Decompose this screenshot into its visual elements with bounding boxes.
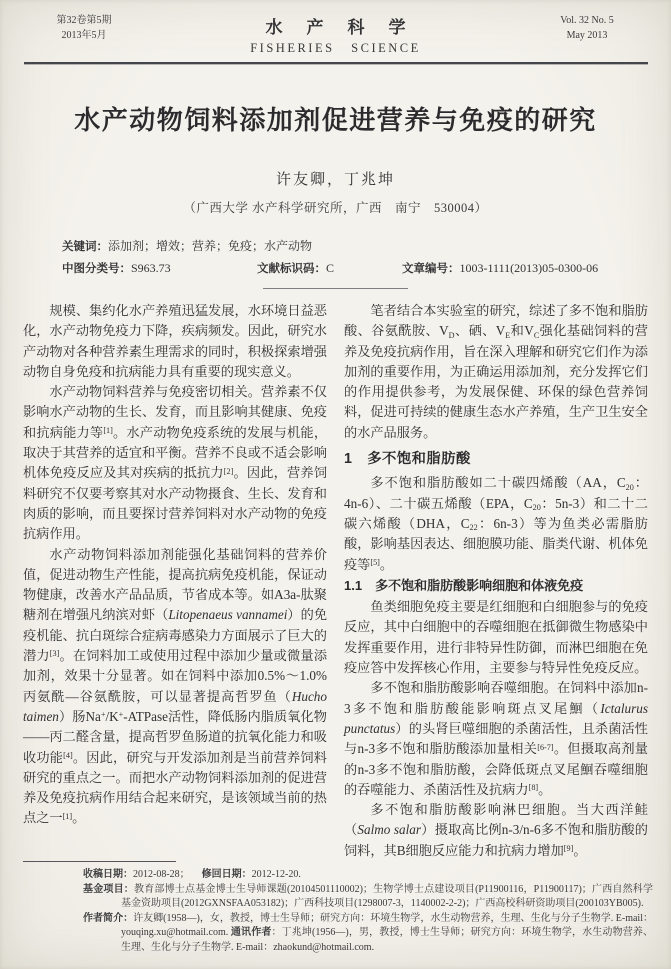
issue-date-en: May 2013 [566,30,608,41]
divider-rule [263,288,408,289]
paragraph: 多不饱和脂肪酸影响淋巴细胞。当大西洋鲑（Salmo salar）摄取高比例n-3/n-6多不饱和脂肪酸的饲料，其B细胞反应能力和抗病力增加[9]。 [344,802,648,858]
clc-value: S963.73 [131,261,171,275]
fund-label: 基金项目： [83,883,134,895]
paragraph: 水产动物饲料添加剂能强化基础饲料的营养价值，促进动物生产性能，提高抗病免疫机能，保证动物健康，改善水产品品质，节省成本等。如A3a-肽聚糖剂在增强凡纳滨对虾（Litopenaeus vannamei）的免疫机能、抗白斑综合症病毒感染力方面展示了巨大的潜力[3]。在饲料加工或使用过程中添加少量或微量添加剂，效果十分显著。如在饲料中添加0.5%～1.0%丙氨酰—谷氨酰胺，可以显著提高哲罗鱼（Hucho taimen）肠Na+/K+-ATPase活性，降低肠内脂质氧化物——丙二醛含量，提高哲罗鱼肠道的抗氧化能力和吸收功能[4]。因此，研究与开发添加剂是当前营养饲料研究的重点之一。而把水产动物饲料添加剂的促进营养及免疫抗病作用结合起来研究，是该领域当前的热点之一[1]。 [23,546,328,826]
authors: 许友卿，丁兆坤 [275,172,395,188]
volume-issue-en: Vol. 32 No. 5 [560,15,614,26]
revised-value: 2012-12-20. [251,869,301,880]
bio-label: 作者简介： [83,912,134,924]
clc-segment [62,258,257,280]
received-label: 收稿日期： [83,869,133,880]
article-id-segment [402,258,598,280]
paragraph: 规模、集约化水产养殖迅猛发展，水环境日益恶化，水产动物免疫力下降，疾病频发。因此，研究水产动物对各种营养素生理需求的同时，积极探索增强动物自身免疫和抗病能力具有重要的现实意义。 [23,303,327,379]
fund-value: 教育部博士点基金博士生导师课题(20104501110002)；生物学博士点建设项目(P11900116，P11900117)；广西自然科学基金资助项目(2012GXNSFAA053182)；广西科技项目(1298007-3，1140002-2-2)；广西高校科研资助项目(200103YB005). [121,883,653,909]
right-column [344,301,648,861]
article-title: 水产动物饲料添加剂促进营养与免疫的研究 [74,106,597,135]
header-rule [24,62,648,64]
keywords-value: 添加剂；增效；营养；免疫；水产动物 [108,239,313,253]
received-dates [83,868,653,883]
article-meta [62,236,643,280]
paragraph: 水产动物饲料营养与免疫密切相关。营养素不仅影响水产动物的生长、发育，而且影响其健康、免疫和抗病能力等[1]。水产动物免疫系统的发展与机能，取决于其营养的适宜和平衡。营养不良或不适会影响机体免疫反应及其对疾病的抵抗力[2]。因此，营养饲料研究不仅要考察其对水产动物摄食、生长、发育和肉质的影响，而且要探讨营养饲料对水产动物的免疫抗病作用。 [23,384,328,542]
clc-label: 中图分类号： [62,263,131,275]
footnote [23,861,653,955]
doc-code-value: C [326,261,335,275]
journal-title-block [144,13,527,56]
left-column [23,301,327,861]
volume-issue-en-block [527,13,647,43]
keywords-label: 关键词： [62,241,108,253]
classification-line [62,258,643,280]
section-heading: 1 多不饱和脂肪酸 [344,451,471,468]
paragraph: 多不饱和脂肪酸如二十碳四烯酸（AA，$C_{20}$：4n-6）、二十碳五烯酸（EPA，$C_{20}$：5n-3）和二十二碳六烯酸（DHA，$C_{22}$：6n-3）等为鱼类必需脂肪酸，影响基因表达、细胞膜功能、脂类代谢、机体免疫等[5]。 [344,475,648,572]
footnote-rule [23,861,176,862]
issue-date-cn: 2013年5月 [61,30,107,41]
revised-label: 修回日期： [201,869,252,880]
article-id-value: 1003-1111(2013)05-0300-06 [459,261,599,275]
article-id-label: 文章编号： [402,263,460,275]
received-value: 2012-08-28； [133,869,190,880]
doc-code-segment [257,258,402,280]
body-columns [0,301,671,861]
paragraph: 笔者结合本实验室的研究，综述了多不饱和脂肪酸、谷氨酰胺、$V_D$、硒、$V_E$和$V_C$强化基础饲料的营养及免疫抗病作用，旨在深入理解和研究它们作为添加剂的重要作用，为正确运用添加剂，充分发挥它们的作用提供参考，为发展保健、环保的绿色营养饲料，促进可持续的健康生态水产养殖，生产卫生安全的水产品服务。 [344,303,648,440]
bio-value: 许友卿(1958—)，女，教授，博士生导师；研究方向：环境生物学，水生动物营养，生理、生化与分子生物学. E-mail：youqing.xu@hotmail.com. 通讯作者：丁兆坤(1956—)，男，教授，博士生导师；研究方向：环境生物学，水生动物营养、生理、生化与分子生物学. E-mail：zhaokund@hotmail.com. [121,912,653,953]
journal-header [0,0,671,56]
funding-note [83,883,653,912]
doc-code-label: 文献标识码： [257,263,326,275]
volume-issue-cn-block [24,13,144,43]
keywords-line [62,236,643,258]
volume-issue-cn: 第32卷第5期 [56,15,112,26]
author-bio [83,912,653,956]
paragraph: 多不饱和脂肪酸影响吞噬细胞。在饲料中添加n-3多不饱和脂肪酸能影响斑点叉尾鮰（Ictalurus punctatus）的头肾巨噬细胞的杀菌活性，且杀菌活性与n-3多不饱和脂肪酸添加量相关[6-7]。但摄取高剂量的n-3多不饱和脂肪酸，会降低斑点叉尾鮰吞噬细胞的吞噬能力、杀菌活性及抗病力[8]。 [344,680,648,797]
subsection-heading: 1.1 多不饱和脂肪酸影响细胞和体液免疫 [344,577,584,593]
paragraph: 鱼类细胞免疫主要是红细胞和白细胞参与的免疫反应，其中白细胞中的吞噬细胞在抵御微生物感染中发挥重要作用，进行非特异性防御，而淋巴细胞在免疫应答中发挥核心作用，主要参与特异性免疫反应。 [344,599,648,676]
journal-title-cn: 水产科学 [265,18,430,37]
journal-title-en: FISHERIES SCIENCE [250,41,421,55]
affiliation: （广西大学 水产科学研究所，广西 南宁 530004） [183,201,488,215]
